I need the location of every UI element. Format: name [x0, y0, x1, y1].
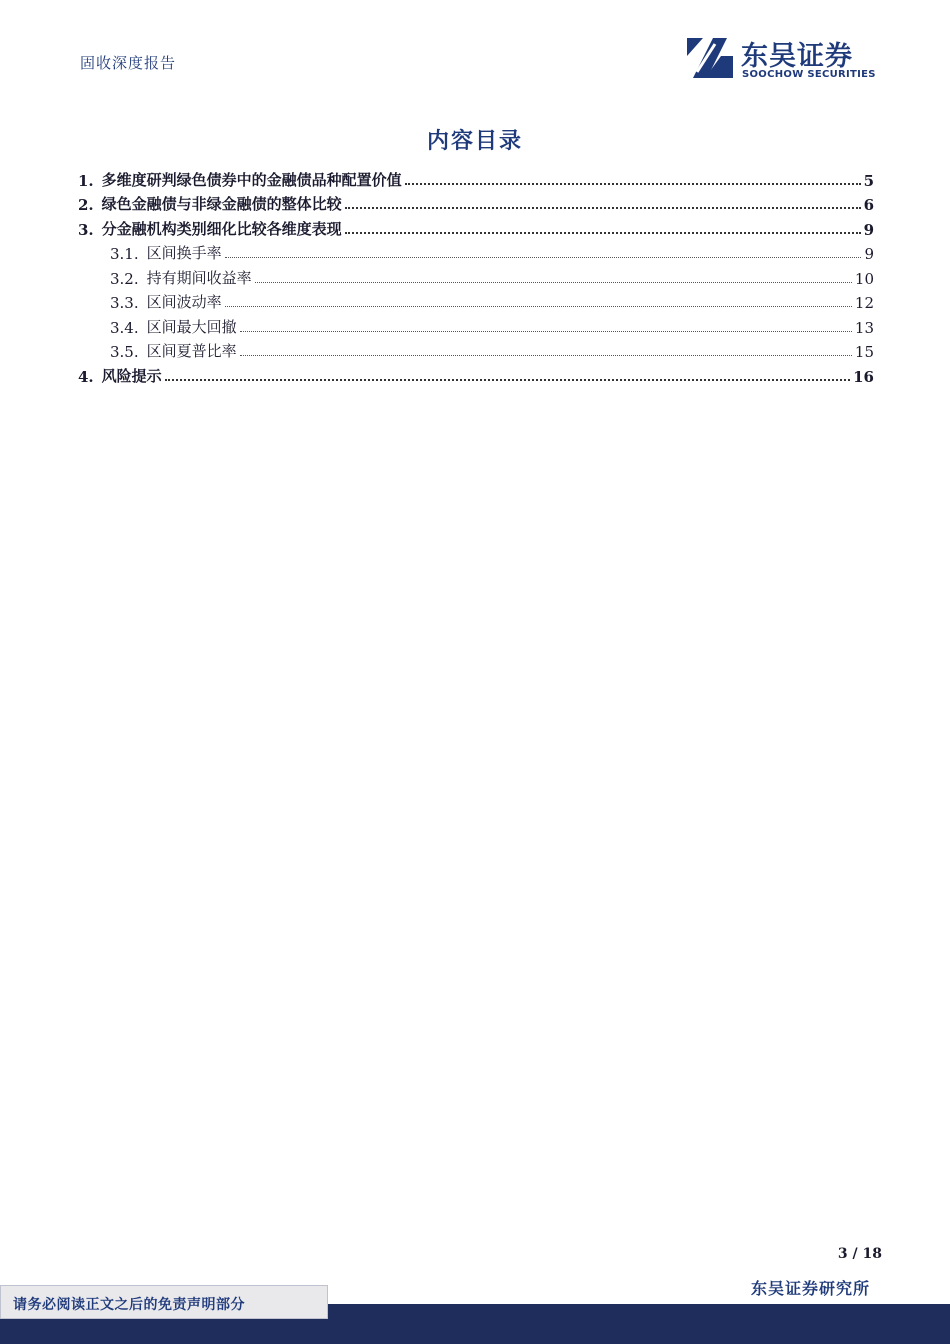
toc-entry-page: 6: [863, 196, 874, 214]
toc-entry-text: 多维度研判绿色债券中的金融债品种配置价值: [101, 170, 402, 189]
disclaimer-box: [0, 1285, 328, 1319]
toc-leader-dots: [240, 331, 852, 332]
toc-entry-page: 5: [863, 171, 874, 190]
toc-entry-text: 分金融机构类别细化比较各维度表现: [101, 219, 342, 238]
toc-entry[interactable]: [78, 361, 874, 386]
disclaimer-text: 请务必阅读正文之后的免责声明部分: [13, 1297, 245, 1313]
logo-name-en: SOOCHOW SECURITIES: [742, 69, 876, 80]
toc-leader-dots: [345, 232, 861, 234]
toc-entry[interactable]: [78, 165, 874, 190]
toc-entry-page: 9: [863, 220, 874, 239]
table-of-contents: [78, 165, 874, 386]
toc-entry-text: 风险提示: [101, 366, 162, 385]
company-logo: [683, 34, 883, 84]
toc-leader-dots: [225, 257, 862, 258]
toc-entry[interactable]: [78, 214, 874, 239]
toc-leader-dots: [240, 355, 852, 356]
toc-leader-dots: [345, 207, 861, 209]
toc-entry-number: 3.: [78, 220, 94, 239]
page-indicator: 3 / 18: [837, 1246, 882, 1262]
institute-name: 东吴证券研究所: [750, 1279, 870, 1298]
toc-subentry[interactable]: [78, 337, 874, 362]
toc-subentry[interactable]: [78, 288, 874, 313]
toc-entry[interactable]: [78, 190, 874, 215]
toc-entry-number: 2.: [78, 196, 94, 214]
soochow-logo-icon: [683, 34, 735, 82]
toc-entry-number: 3.1.: [110, 245, 139, 263]
logo-name-cn: 东吴证券: [741, 41, 853, 72]
toc-entry-page: 12: [854, 294, 874, 312]
toc-entry-number: 3.2.: [110, 269, 139, 288]
toc-entry-number: 3.5.: [110, 343, 139, 361]
toc-entry-page: 9: [864, 245, 874, 263]
toc-entry-page: 15: [854, 343, 874, 361]
toc-subentry[interactable]: [78, 312, 874, 337]
toc-entry-number: 1.: [78, 171, 94, 190]
toc-subentry[interactable]: [78, 239, 874, 264]
toc-entry-number: 4.: [78, 367, 94, 386]
toc-entry-text: 区间最大回撤: [146, 317, 237, 336]
toc-entry-text: 持有期间收益率: [146, 268, 252, 287]
toc-leader-dots: [165, 379, 850, 381]
toc-entry-text: 区间换手率: [146, 244, 222, 262]
toc-entry-text: 区间波动率: [146, 293, 222, 311]
toc-entry-text: 区间夏普比率: [146, 342, 237, 360]
toc-entry-number: 3.4.: [110, 318, 139, 337]
toc-entry-page: 16: [853, 367, 874, 386]
toc-entry-page: 10: [854, 269, 874, 288]
toc-leader-dots: [225, 306, 852, 307]
report-type-label: 固收深度报告: [80, 54, 177, 72]
toc-title: 内容目录: [426, 128, 523, 154]
toc-entry-number: 3.3.: [110, 294, 139, 312]
toc-entry-page: 13: [854, 318, 874, 337]
toc-leader-dots: [405, 183, 861, 185]
toc-entry-text: 绿色金融债与非绿金融债的整体比较: [101, 195, 342, 213]
toc-subentry[interactable]: [78, 263, 874, 288]
toc-leader-dots: [255, 282, 852, 283]
